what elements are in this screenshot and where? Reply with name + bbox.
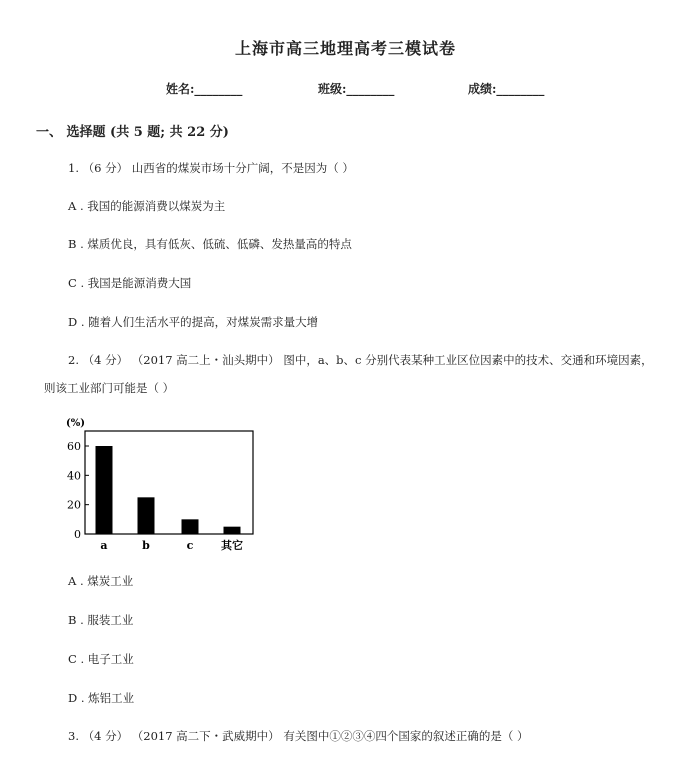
- y-tick-label-20: 20: [67, 498, 81, 512]
- score-field-label: 成绩:________: [468, 82, 545, 96]
- question-2-stem-line1: 2. （4 分） （2017 高二上・汕头期中） 图中，a、b、c 分别代表某种工业区位因素中的技术、交通和环境因素，: [68, 353, 653, 367]
- bar-c: [182, 519, 199, 534]
- question-1-option-c: C . 我国是能源消费大国: [68, 276, 192, 290]
- question-1-stem: 1. （6 分） 山西省的煤炭市场十分广阔，不是因为（ ）: [68, 161, 354, 175]
- question-2-option-a: A . 煤炭工业: [68, 574, 134, 588]
- class-field-label: 班级:________: [318, 82, 395, 96]
- question-2-option-b: B . 服装工业: [68, 613, 134, 627]
- question-2-option-c: C . 电子工业: [68, 652, 134, 666]
- x-tick-label-2: c: [186, 539, 194, 552]
- question-1-option-d: D . 随着人们生活水平的提高，对煤炭需求量大增: [68, 315, 319, 329]
- section-heading: 一、 选择题 (共 5 题; 共 22 分): [36, 125, 229, 140]
- name-field-label: 姓名:________: [166, 82, 243, 96]
- x-tick-label-3: 其它: [221, 539, 243, 552]
- question-2-stem-line2: 则该工业部门可能是（ ）: [44, 381, 175, 395]
- x-tick-label-0: a: [100, 539, 108, 552]
- y-tick-label-0: 0: [74, 528, 81, 541]
- bar-chart: [60, 417, 260, 557]
- bar-b: [138, 497, 155, 534]
- y-axis-label: (%): [66, 418, 85, 429]
- x-tick-label-1: b: [142, 539, 150, 552]
- y-tick-label-60: 60: [67, 440, 81, 453]
- question-1-option-a: A . 我国的能源消费以煤炭为主: [68, 199, 226, 213]
- bar-其它: [224, 527, 241, 534]
- question-2-chart: [60, 417, 260, 557]
- y-tick-label-40: 40: [67, 469, 81, 483]
- page-title: 上海市高三地理高考三模试卷: [234, 39, 456, 58]
- bar-a: [96, 446, 113, 534]
- question-2-option-d: D . 炼铝工业: [68, 691, 135, 705]
- question-3-stem: 3. （4 分） （2017 高二下・武威期中） 有关图中①②③④四个国家的叙述正确的是（ ）: [68, 729, 529, 743]
- question-1-option-b: B . 煤质优良，具有低灰、低硫、低磷、发热量高的特点: [68, 237, 352, 251]
